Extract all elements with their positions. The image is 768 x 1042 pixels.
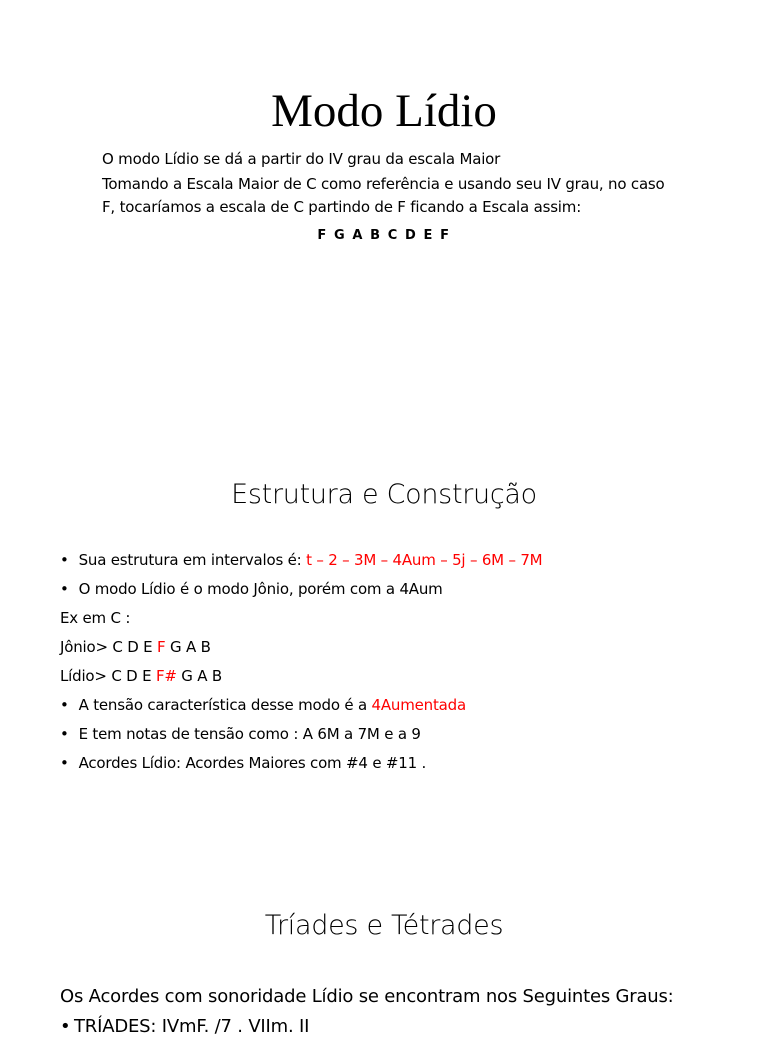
list-item bbox=[60, 720, 542, 749]
jonio-suffix: G A B bbox=[165, 638, 211, 656]
reference-paragraph: Tomando a Escala Maior de C como referência e usando seu IV grau, no caso F, tocaríamos a escala de C partindo de F ficando a Escala assim: bbox=[102, 175, 665, 216]
slide-body bbox=[60, 982, 674, 1042]
jonio-highlight: F bbox=[157, 638, 166, 656]
jonio-example bbox=[60, 633, 542, 662]
list-item bbox=[60, 546, 542, 575]
interval-label: Sua estrutura em intervalos é: bbox=[78, 551, 307, 569]
lidio-example bbox=[60, 662, 542, 691]
list-item-text: Acordes Lídio: Acordes Maiores com #4 e #11 . bbox=[78, 754, 427, 772]
tension-label: A tensão característica desse modo é a bbox=[78, 696, 372, 714]
list-item-text: E tem notas de tensão como : A 6M a 7M e a 9 bbox=[78, 725, 421, 743]
example-label bbox=[60, 604, 542, 633]
slide-title: Tríades e Tétrades bbox=[264, 910, 504, 941]
list-item bbox=[60, 749, 542, 778]
slide-title: Estrutura e Construção bbox=[231, 479, 537, 510]
slide-triades bbox=[0, 848, 768, 1037]
interval-formula: t – 2 – 3M – 4Aum – 5j – 6M – 7M bbox=[306, 551, 543, 569]
slide-estrutura bbox=[0, 448, 768, 848]
list-item-text: TRÍADES: IVmF. /7 . VIIm. II bbox=[74, 1016, 310, 1037]
structure-list bbox=[60, 546, 542, 778]
list-item bbox=[60, 575, 542, 604]
list-item bbox=[60, 691, 542, 720]
scale-notes: F G A B C D E F bbox=[317, 228, 451, 243]
list-item-text: O modo Lídio é o modo Jônio, porém com a 4Aum bbox=[78, 580, 443, 598]
intro-text: Os Acordes com sonoridade Lídio se encontram nos Seguintes Graus: bbox=[60, 986, 674, 1007]
jonio-prefix: Jônio> C D E bbox=[60, 638, 157, 656]
intro-paragraph: O modo Lídio se dá a partir do IV grau da escala Maior bbox=[102, 150, 501, 168]
tension-highlight: 4Aumentada bbox=[371, 696, 466, 714]
example-label-text: Ex em C : bbox=[60, 609, 131, 627]
lidio-prefix: Lídio> C D E bbox=[60, 667, 156, 685]
slide-title: Modo Lídio bbox=[271, 85, 497, 137]
lidio-highlight: F# bbox=[155, 667, 177, 685]
list-item bbox=[60, 1012, 674, 1042]
lidio-suffix: G A B bbox=[176, 667, 223, 685]
slide-modo-lidio bbox=[0, 0, 768, 448]
